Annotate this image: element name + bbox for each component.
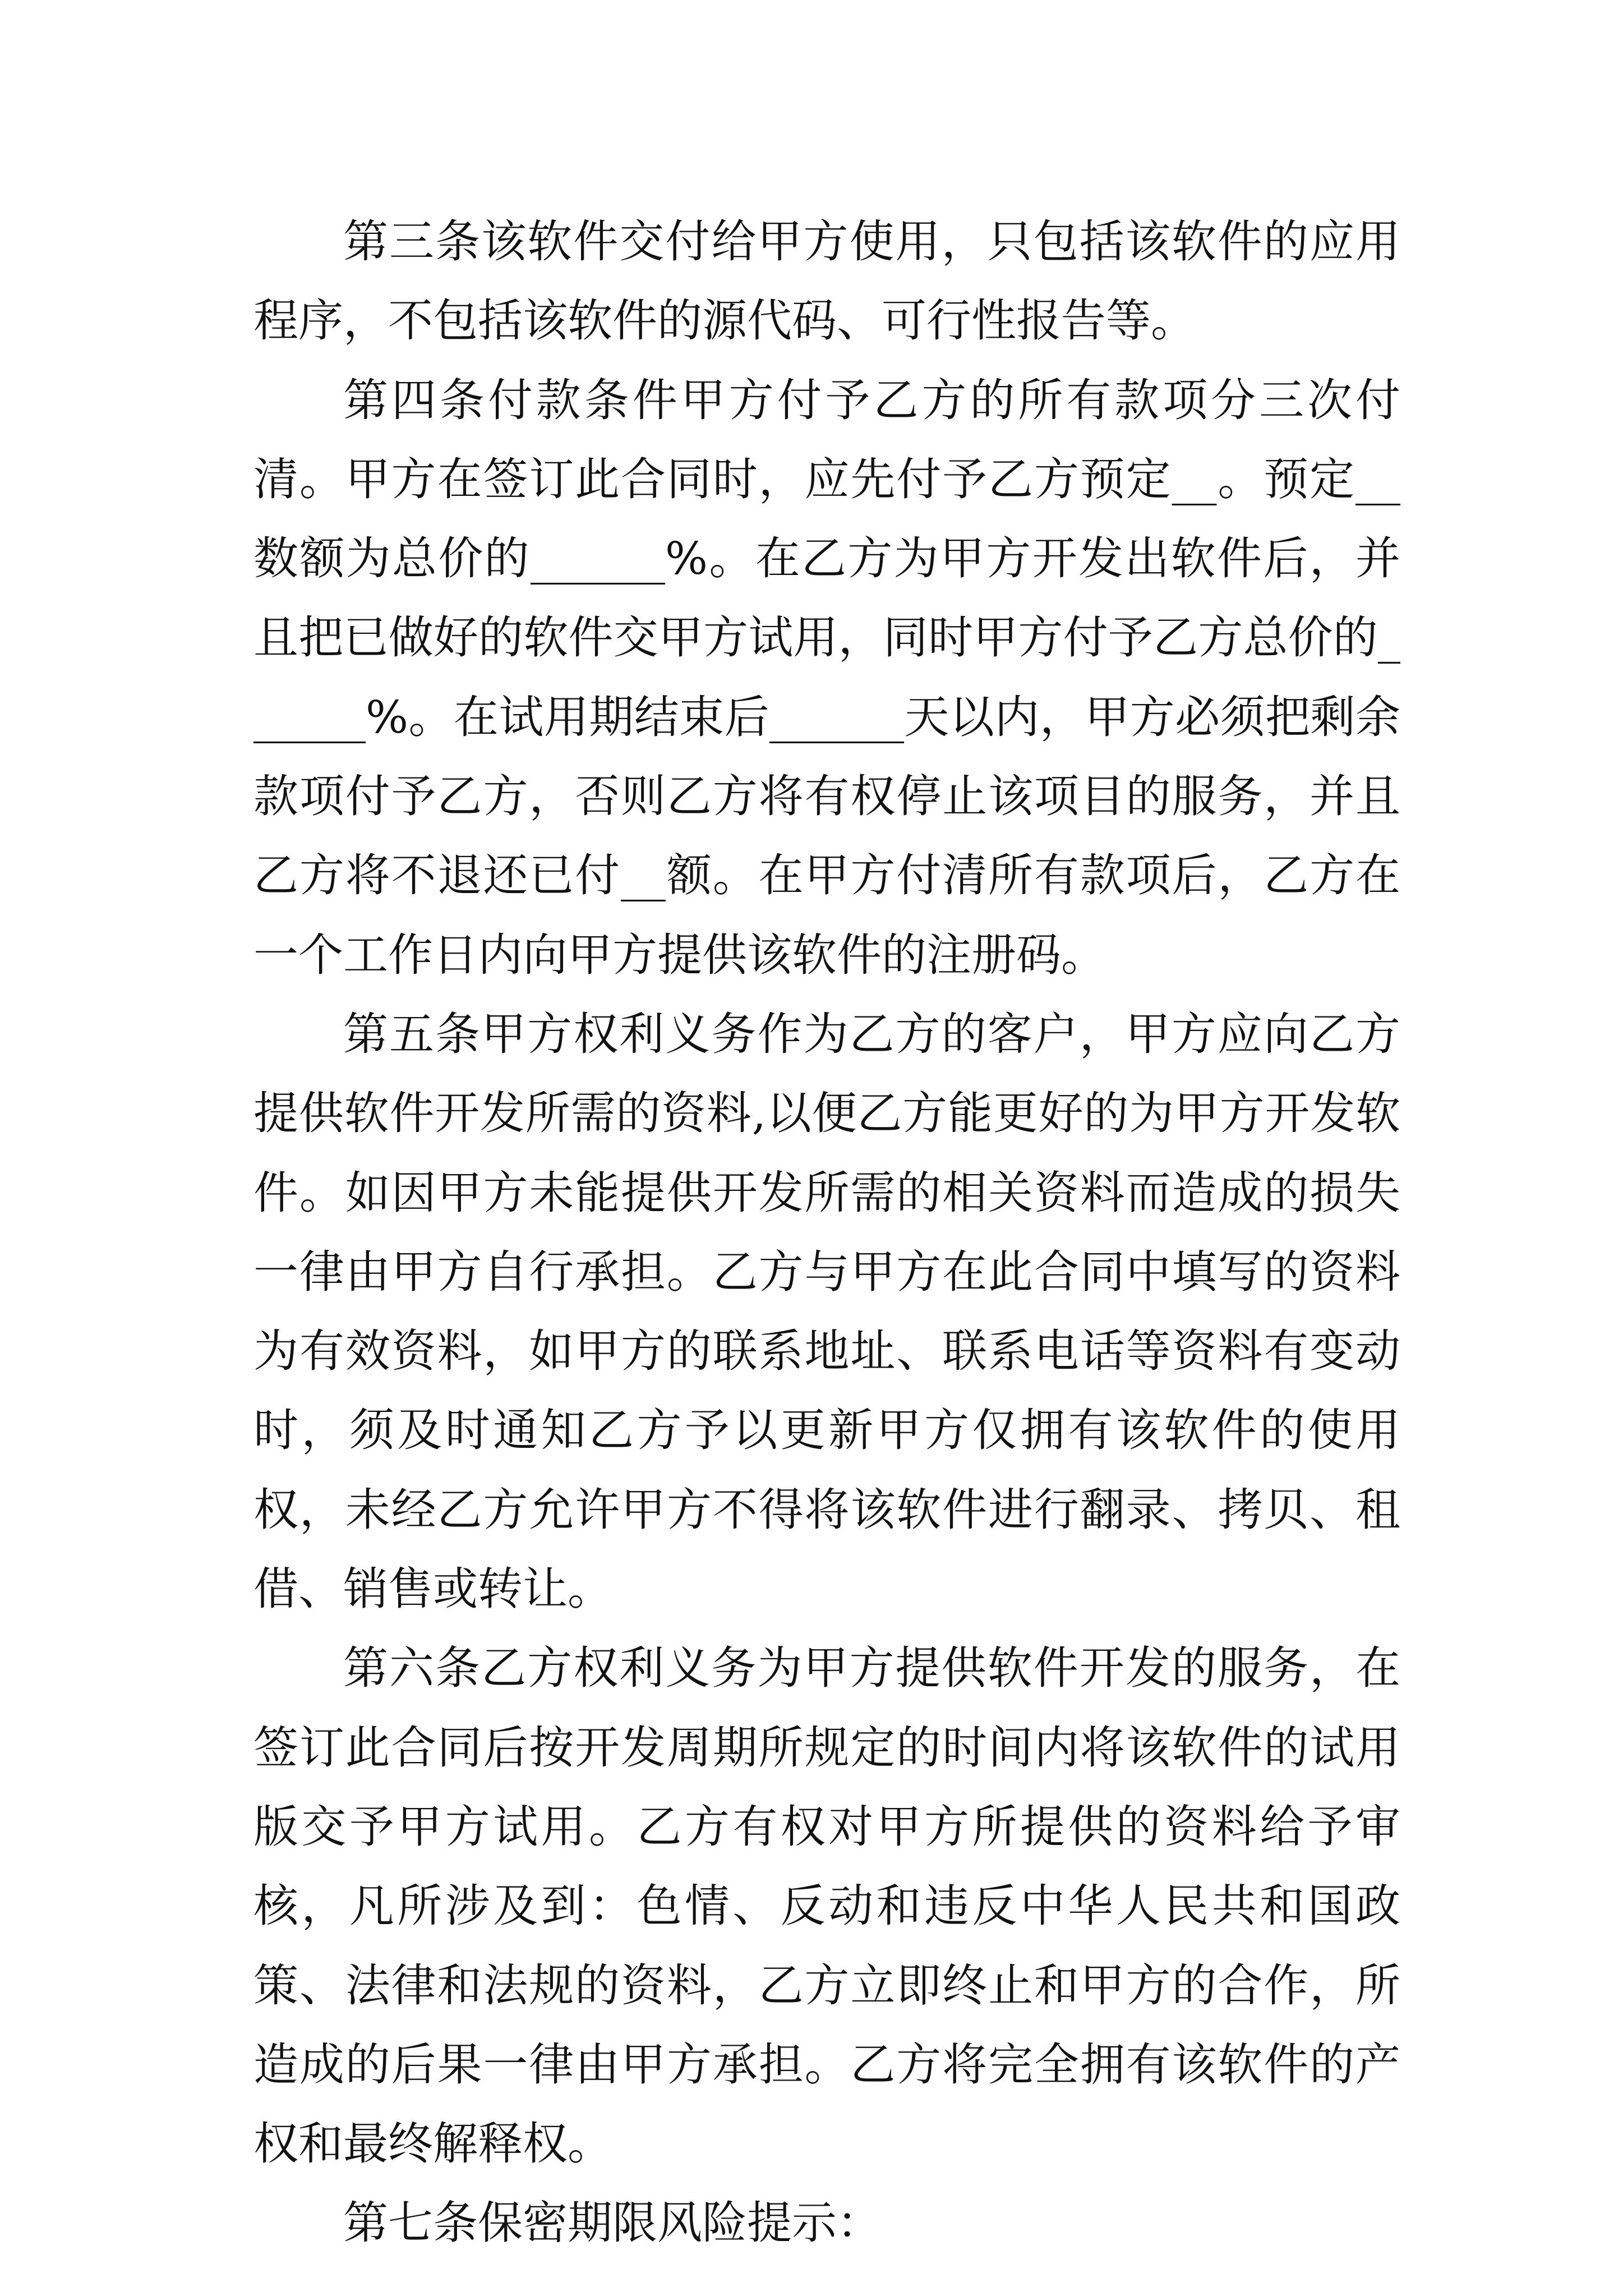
paragraph-article-5: 第五条甲方权利义务作为乙方的客户，甲方应向乙方提供软件开发所需的资料,以便乙方能更好的为甲方开发软件。如因甲方未能提供开发所需的相关资料而造成的损失一律由甲方自行承担。乙方与甲方在此合同中填写的资料为有效资料，如甲方的联系地址、联系电话等资料有变动时，须及时通知乙方予以更新甲方仅拥有该软件的使用权，未经乙方允许甲方不得将该软件进行翻录、拷贝、租借、销售或转让。	[253, 1007, 1400, 1616]
paragraph-article-7: 第七条保密期限风险提示：	[343, 2197, 882, 2249]
paragraph-article-4: 第四条付款条件甲方付予乙方的所有款项分三次付清。甲方在签订此合同时，应先付予乙方预定__。预定__数额为总价的______%。在乙方为甲方开发出软件后，并且把已做好的软件交甲方试用，同时甲方付予乙方总价的______%。在试用期结束后______天以内，甲方必须把剩余款项付予乙方，否则乙方将有权停止该项目的服务，并且乙方将不退还已付__额。在甲方付清所有款项后，乙方在一个工作日内向甲方提供该软件的注册码。	[253, 374, 1400, 981]
document-body	[253, 202, 1400, 2263]
paragraph-article-6: 第六条乙方权利义务为甲方提供软件开发的服务，在签订此合同后按开发周期所规定的时间内将该软件的试用版交予甲方试用。乙方有权对甲方所提供的资料给予审核，凡所涉及到：色情、反动和违反中华人民共和国政策、法律和法规的资料，乙方立即终止和甲方的合作，所造成的后果一律由甲方承担。乙方将完全拥有该软件的产权和最终解释权。	[253, 1642, 1400, 2170]
paragraph-article-3: 第三条该软件交付给甲方使用，只包括该软件的应用程序，不包括该软件的源代码、可行性报告等。	[253, 215, 1400, 347]
